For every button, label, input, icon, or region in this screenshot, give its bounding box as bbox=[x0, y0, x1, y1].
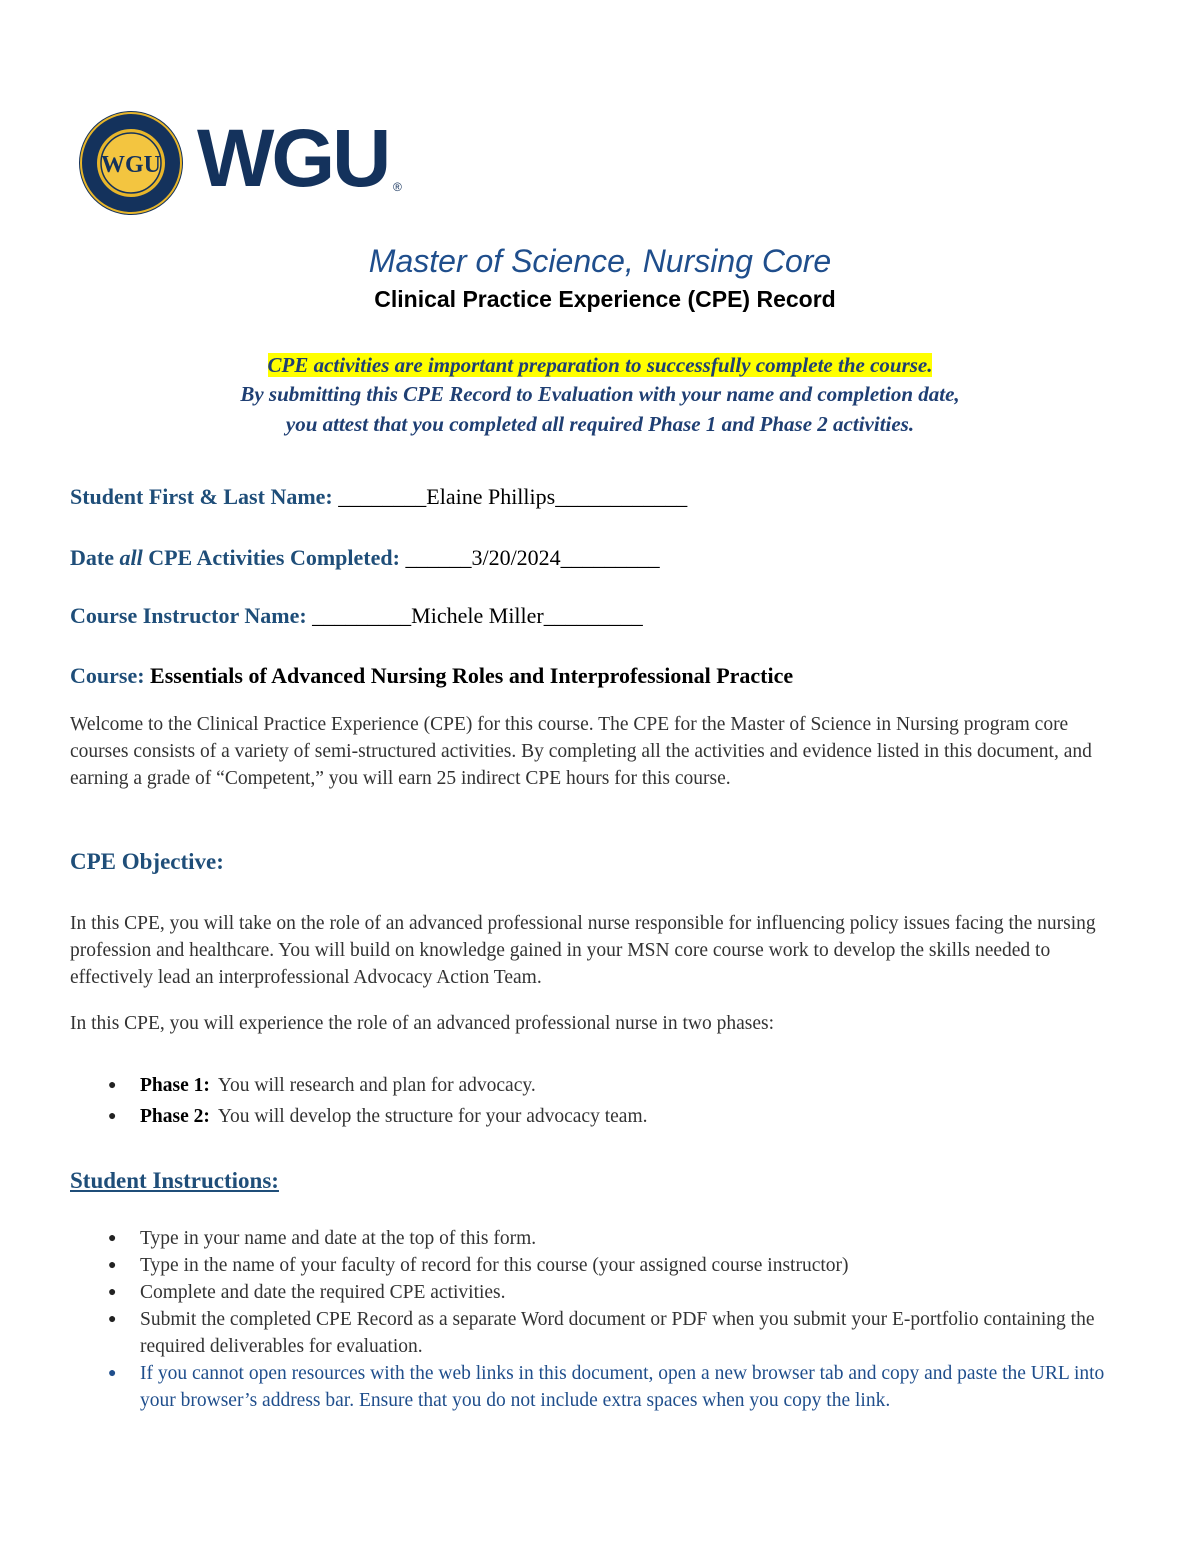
completion-date-value: ______3/20/2024_________ bbox=[399, 545, 660, 570]
phases-list bbox=[70, 1072, 1140, 1130]
attestation-line-2: By submitting this CPE Record to Evaluation with your name and completion date, bbox=[240, 382, 960, 406]
instructor-name-value: _________Michele Miller_________ bbox=[306, 603, 643, 628]
student-name-field bbox=[70, 484, 687, 510]
student-name-value: ________Elaine Phillips____________ bbox=[332, 484, 688, 509]
list-item: ● Complete and date the required CPE activities. bbox=[70, 1279, 1140, 1306]
registered-mark: ® bbox=[393, 180, 402, 194]
page-subtitle: Clinical Practice Experience (CPE) Record bbox=[374, 286, 836, 312]
list-item: ● Phase 2: You will develop the structure for your advocacy team. bbox=[70, 1103, 1140, 1130]
objective-heading: CPE Objective: bbox=[70, 849, 224, 874]
attestation-line-1: CPE activities are important preparation to successfully complete the course. bbox=[267, 353, 933, 377]
completion-date-field bbox=[70, 545, 660, 571]
welcome-paragraph: Welcome to the Clinical Practice Experience (CPE) for this course. The CPE for the Master of Science in Nursing program core courses consists of a variety of semi-structured activities. By completing all the activities and evidence listed in this document, and earning a grade of “Competent,” you will earn 25 indirect CPE hours for this course. bbox=[70, 714, 1092, 789]
objective-paragraph: In this CPE, you will take on the role of an advanced professional nurse responsible for influencing policy issues facing the nursing profession and healthcare. You will build on knowledge gained in your MSN core course work to develop the skills needed to effectively lead an interprofessional Advocacy Action Team. bbox=[70, 913, 1096, 988]
list-item: ● Type in the name of your faculty of record for this course (your assigned course instructor) bbox=[70, 1252, 1140, 1279]
attestation-line-3: you attest that you completed all required Phase 1 and Phase 2 activities. bbox=[285, 412, 915, 436]
page-title: Master of Science, Nursing Core bbox=[368, 243, 832, 279]
list-item: ● If you cannot open resources with the web links in this document, open a new browser tab and copy and paste the URL into your browser’s address bar. Ensure that you do not include extra spaces when you copy the link. bbox=[70, 1360, 1140, 1414]
completion-date-label: Date all CPE Activities Completed: bbox=[70, 545, 400, 570]
wgu-wordmark: WGU bbox=[197, 113, 389, 204]
phases-intro: In this CPE, you will experience the role of an advanced professional nurse in two phases: bbox=[70, 1013, 774, 1034]
instructor-name-field bbox=[70, 603, 643, 629]
student-name-label: Student First & Last Name: bbox=[70, 484, 333, 509]
course-field bbox=[70, 663, 793, 689]
wgu-seal-logo bbox=[78, 110, 184, 216]
list-item: ● Type in your name and date at the top of this form. bbox=[70, 1225, 1140, 1252]
list-item: ● Phase 1: You will research and plan for advocacy. bbox=[70, 1072, 1140, 1099]
course-label: Course: bbox=[70, 663, 145, 688]
list-item: ● Submit the completed CPE Record as a separate Word document or PDF when you submit your E-portfolio containing the required deliverables for evaluation. bbox=[70, 1306, 1140, 1360]
instructions-list bbox=[70, 1225, 1140, 1414]
seal-monogram: WGU bbox=[101, 152, 161, 178]
course-name: Essentials of Advanced Nursing Roles and Interprofessional Practice bbox=[144, 663, 794, 688]
instructor-name-label: Course Instructor Name: bbox=[70, 603, 307, 628]
instructions-heading: Student Instructions: bbox=[70, 1168, 279, 1193]
